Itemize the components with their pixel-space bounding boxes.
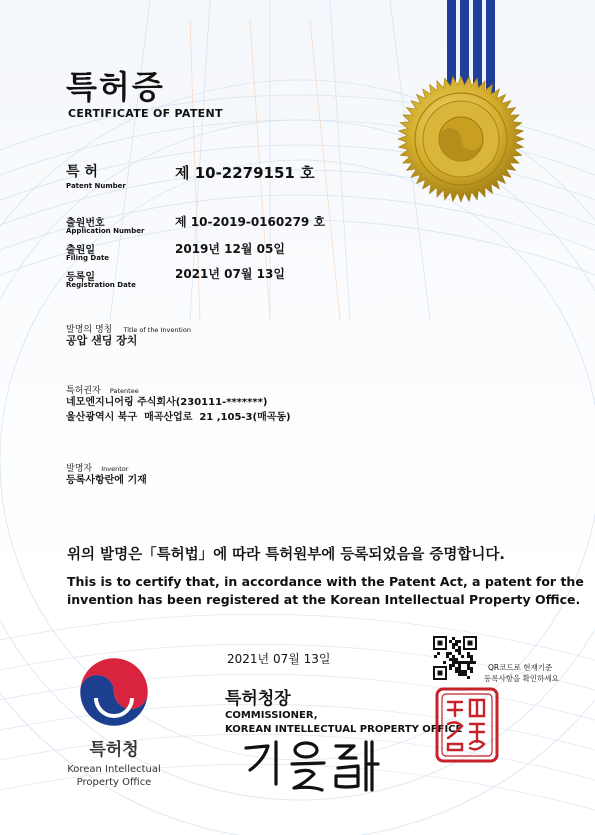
- certification-statement-en-line1: This is to certify that, in accordance with the Patent Act, a patent for the: [67, 574, 584, 589]
- qr-note-line2: 등록사항을 확인하세요: [484, 674, 559, 683]
- application-number-label-en: Application Number: [66, 227, 145, 235]
- filing-date-label-ko: 출원일: [66, 245, 95, 256]
- invention-label-en: Title of the Invention: [123, 326, 191, 334]
- filing-date-label-en: Filing Date: [66, 254, 110, 262]
- registration-date-label-en: Registration Date: [66, 281, 136, 289]
- inventor-label-en: Inventor: [101, 465, 129, 473]
- application-number-label-ko: 출원번호: [66, 218, 105, 229]
- patentee-label-en: Patentee: [109, 387, 139, 395]
- inventor-value: 등록사항란에 기재: [66, 475, 147, 486]
- qr-code-icon: [433, 636, 477, 680]
- patent-number-label-en: Patent Number: [66, 182, 126, 190]
- registration-date-label-ko: 등록일: [66, 272, 95, 283]
- signature-icon: [240, 736, 390, 794]
- taegeuk-logo-icon: [74, 652, 154, 732]
- patentee-label-ko: 특허권자: [66, 386, 101, 396]
- application-number-value: 제 10-2019-0160279 호: [175, 215, 326, 229]
- commissioner-title-en-line2: KOREAN INTELLECTUAL PROPERTY OFFICE: [225, 724, 463, 735]
- patent-number-value: 제 10-2279151 호: [175, 164, 315, 182]
- gold-seal-icon: [396, 74, 526, 204]
- qr-note-line1: QR코드로 현재기준: [488, 663, 553, 672]
- commissioner-title-en-line1: COMMISSIONER,: [225, 710, 318, 721]
- certificate-title-en: CERTIFICATE OF PATENT: [68, 107, 223, 120]
- patentee-name: 네모엔지니어링 주식회사(230111-*******): [66, 397, 268, 408]
- commissioner-title-ko: 특허청장: [225, 689, 291, 709]
- certification-statement-ko: 위의 발명은「특허법」에 따라 특허원부에 등록되었음을 증명합니다.: [67, 547, 505, 563]
- filing-date-value: 2019년 12월 05일: [175, 242, 285, 256]
- patent-number-label-ko: 특 허: [66, 164, 98, 180]
- office-name-en-line2: Property Office: [76, 777, 152, 788]
- inventor-label-ko: 발명자: [66, 464, 93, 474]
- invention-title-value: 공압 샌딩 장치: [66, 334, 138, 347]
- patentee-address: 울산광역시 북구 매곡산업로 21 ,105-3(매곡동): [66, 412, 291, 423]
- invention-label-ko: 발명의 명칭: [66, 325, 113, 335]
- office-name-ko: 특허청: [89, 740, 139, 760]
- official-stamp-icon: [434, 686, 500, 764]
- certificate-title-ko: 특허증: [66, 68, 165, 106]
- office-name-en-line1: Korean Intellectual: [67, 764, 161, 775]
- certification-statement-en-line2: invention has been registered at the Korean Intellectual Property Office.: [67, 592, 581, 607]
- issue-date: 2021년 07월 13일: [227, 652, 331, 666]
- registration-date-value: 2021년 07월 13일: [175, 267, 285, 281]
